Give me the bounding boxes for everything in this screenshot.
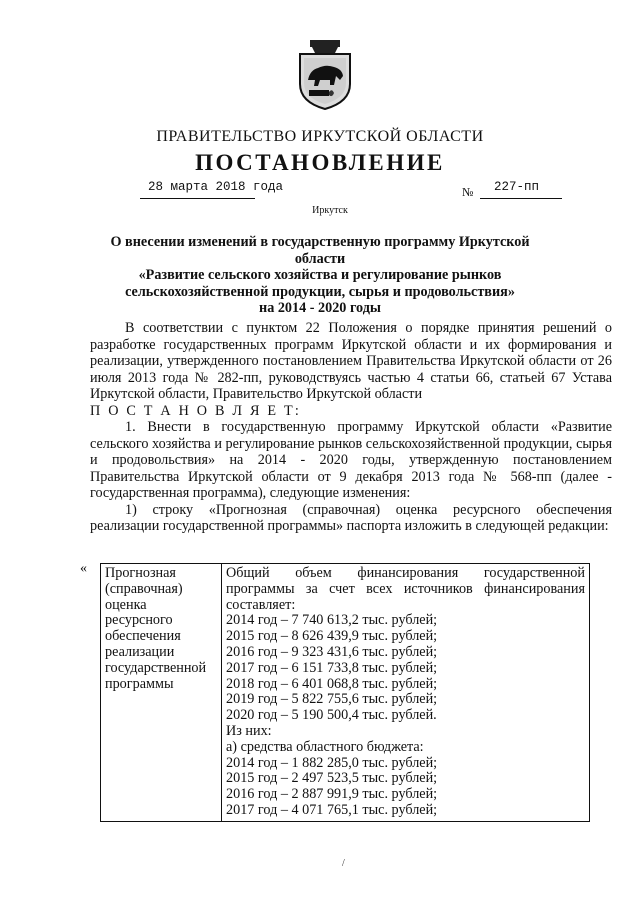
document-body — [90, 320, 612, 535]
title-line: на 2014 - 2020 годы — [259, 300, 381, 316]
preamble-paragraph: В соответствии с пунктом 22 Положения о порядке принятия решений о разработке государственных программ Иркутской области и их формирования и реализации, утвержденного постановлением Правительства Иркутской области от 26 июля 2013 года № 282-пп, руководствуясь частью 4 статьи 66, статьей 67 Устава Иркутской области, Правительство Иркутской области — [90, 320, 612, 402]
funding-total-row: 2019 год – 5 822 755,6 тыс. рублей; — [226, 691, 438, 708]
label-line: программы — [105, 675, 174, 692]
label-line: реализации — [105, 643, 175, 660]
item-1-1-paragraph: 1) строку «Прогнозная (справочная) оценка ресурсного обеспечения реализации государственной программы» паспорта изложить в следующей редакции: — [90, 501, 612, 534]
label-line: оценка — [105, 596, 147, 613]
funding-total-row: 2016 год – 9 323 431,6 тыс. рублей; — [226, 643, 438, 660]
table-open-quote: « — [80, 561, 87, 576]
label-line: Прогнозная — [105, 565, 176, 581]
regional-budget-row: 2016 год – 2 887 991,9 тыс. рублей; — [226, 786, 438, 803]
document-date: 28 марта 2018 года — [148, 180, 284, 194]
document-type: ПОСТАНОВЛЕНИЕ — [195, 150, 445, 175]
table-row — [101, 564, 590, 822]
funding-intro: Общий объем финансирования государственной программы за счет всех источников финансирования составляет: — [226, 565, 585, 613]
regional-budget-row: 2015 год – 2 497 523,5 тыс. рублей; — [226, 770, 438, 787]
regional-budget-row: 2017 год – 4 071 765,1 тыс. рублей; — [226, 801, 438, 818]
funding-total-row: 2015 год – 8 626 439,9 тыс. рублей; — [226, 628, 438, 645]
coat-of-arms-emblem — [296, 40, 354, 110]
document-title — [100, 234, 540, 317]
title-line: О внесении изменений в государственную программу Иркутской области — [110, 234, 530, 267]
row-label-cell — [101, 564, 222, 822]
funding-total-row: 2017 год – 6 151 733,8 тыс. рублей; — [226, 659, 438, 676]
passport-table — [100, 563, 590, 822]
item-1-paragraph: 1. Внести в государственную программу Иркутской области «Развитие сельского хозяйства и регулирование рынков сельскохозяйственной продукции, сырья и продовольствия» на 2014 - 2020 годы, утвержденную постановлением Правительства Иркутской области от 9 декабря 2013 года № 568-пп (далее - государственная программа), следующие изменения: — [90, 419, 612, 501]
label-line: (справочная) — [105, 580, 183, 597]
funding-total-row: 2018 год – 6 401 068,8 тыс. рублей; — [226, 675, 438, 692]
regional-budget-row: 2014 год – 1 882 285,0 тыс. рублей; — [226, 754, 438, 771]
row-value-cell — [222, 564, 590, 822]
document-city: Иркутск — [312, 205, 348, 216]
label-line: обеспечения — [105, 628, 181, 645]
resolves-heading: П О С Т А Н О В Л Я Е Т: — [90, 402, 301, 419]
authority-name: ПРАВИТЕЛЬСТВО ИРКУТСКОЙ ОБЛАСТИ — [156, 128, 484, 145]
number-underline — [480, 198, 562, 199]
regional-budget-label: а) средства областного бюджета: — [226, 738, 424, 755]
date-underline — [140, 198, 255, 199]
title-line: «Развитие сельского хозяйства и регулирование рынков — [138, 267, 502, 283]
label-line: государственной — [105, 659, 207, 676]
of-which-label: Из них: — [226, 722, 272, 739]
number-sign: № — [462, 185, 474, 199]
title-line: сельскохозяйственной продукции, сырья и продовольствия» — [125, 283, 515, 300]
label-line: ресурсного — [105, 612, 173, 629]
document-number: 227-пп — [494, 180, 540, 194]
funding-total-row: 2020 год – 5 190 500,4 тыс. рублей. — [226, 707, 437, 724]
page-mark: / — [342, 858, 345, 869]
funding-total-row: 2014 год – 7 740 613,2 тыс. рублей; — [226, 612, 438, 629]
